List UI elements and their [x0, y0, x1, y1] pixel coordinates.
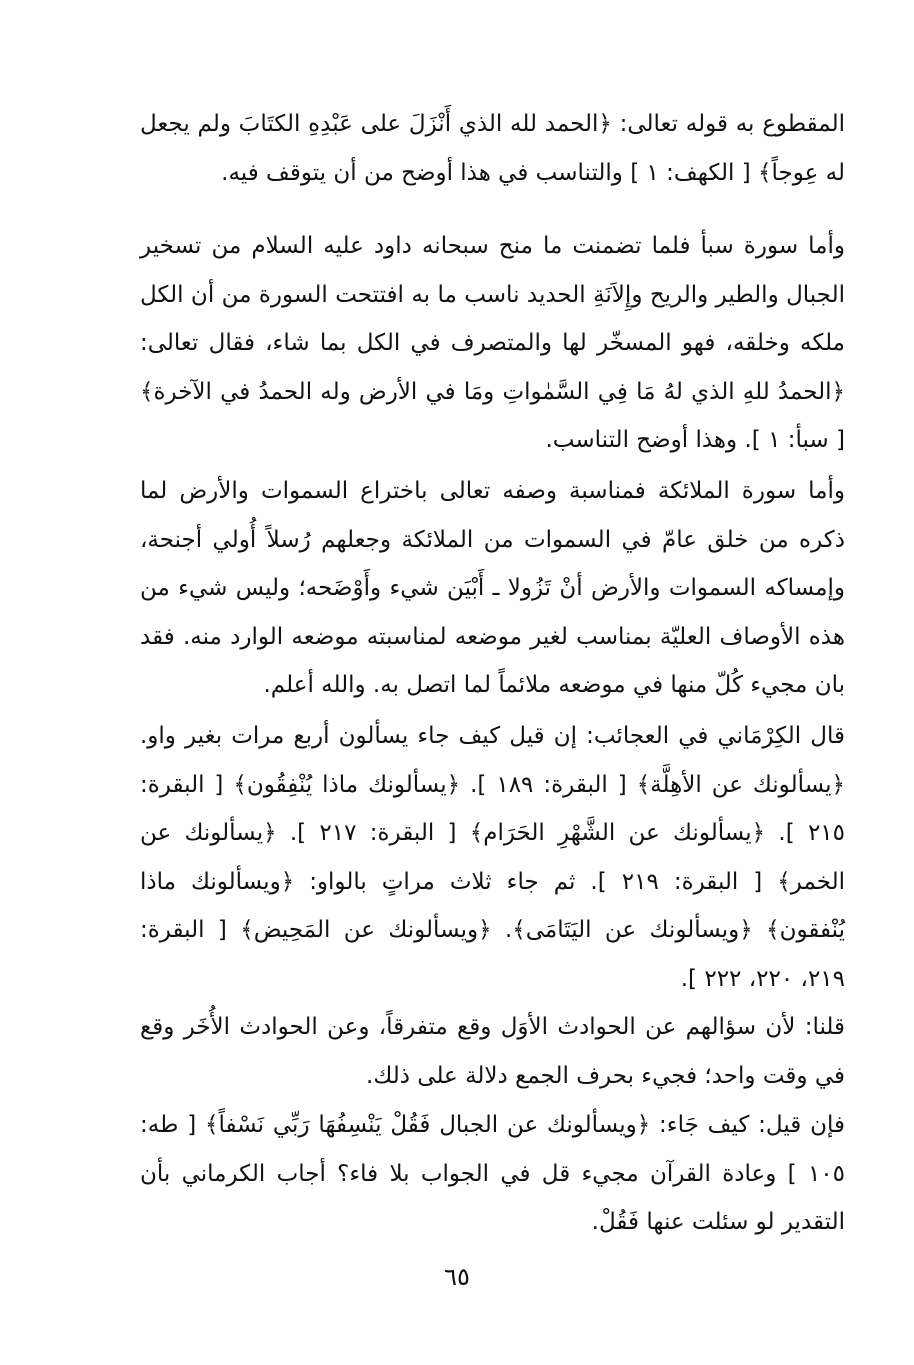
paragraph-qulna-answer: قلنا: لأن سؤالهم عن الحوادث الأوَل وقع متفرقاً، وعن الحوادث الأُخَر وقع في وقت واحد؛ فجيء بحرف الجمع دلالة على ذلك.: [140, 1014, 845, 1089]
paragraph-jibal-question: فإن قيل: كيف جَاء: ﴿ويسألونك عن الجبال فَقُلْ يَنْسِفُهَا رَبِّي نَسْفاً﴾ [ طه: ١٠٥ ] وعادة القرآن مجيء قل في الجواب بلا فاء؟ أجاب الكرماني بأن التقدير لو سئلت عنها فَقُلْ.: [140, 1112, 845, 1235]
paragraph-kahf-tanasub: المقطوع به قوله تعالى: ﴿الحمد لله الذي أَنْزَلَ على عَبْدِهِ الكتَابَ ولم يجعل له عِوجاً﴾ [ الكهف: ١ ] والتناسب في هذا أوضح من أن يتوقف فيه.: [140, 111, 845, 186]
paragraph-surat-saba: وأما سورة سبأ فلما تضمنت ما منح سبحانه داود عليه السلام من تسخير الجبال والطير والريح وإِلاَنَةِ الحديد ناسب ما به افتتحت السورة من أن الكل ملكه وخلقه، فهو المسخّر لها والمتصرف في الكل بما شاء، فقال تعالى: ﴿الحمدُ للهِ الذي لهُ مَا فِي السَّمٰواتِ ومَا في الأرض وله الحمدُ في الآخرة﴾ [ سبأ: ١ ]. وهذا أوضح التناسب.: [140, 233, 845, 453]
paragraph-surat-malaika: وأما سورة الملائكة فمناسبة وصفه تعالى باختراع السموات والأرض لما ذكره من خلق عامّ في السموات من الملائكة وجعلهم رُسلاً أُولي أجنحة، وإمساكه السموات والأرض أنْ تَزُولا ـ أَبْيَن شيء وأَوْضَحه؛ وليس شيء من هذه الأوصاف العليّة بمناسب لغير موضعه لمناسبته موضعه الوارد منه. فقد بان مجيء كُلّ منها في موضعه ملائماً لما اتصل به. والله أعلم.: [140, 478, 845, 698]
page-number: ٦٥: [444, 1263, 470, 1291]
paragraph-kirmani-ajaib: قال الكِرْمَاني في العجائب: إن قيل كيف جاء يسألون أربع مرات بغير واو. ﴿يسألونك عن الأهِلَّة﴾ [ البقرة: ١٨٩ ]. ﴿يسألونك ماذا يُنْفِقُون﴾ [ البقرة: ٢١٥ ]. ﴿يسألونك عن الشَّهْرِ الحَرَام﴾ [ البقرة: ٢١٧ ]. ﴿يسألونك عن الخمر﴾ [ البقرة: ٢١٩ ]. ثم جاء ثلاث مراتٍ بالواو: ﴿ويسألونك ماذا يُنْفقون﴾ ﴿ويسألونك عن اليَتَامَى﴾. ﴿ويسألونك عن المَحِيض﴾ [ البقرة: ٢١٩، ٢٢٠، ٢٢٢ ].: [140, 723, 846, 992]
